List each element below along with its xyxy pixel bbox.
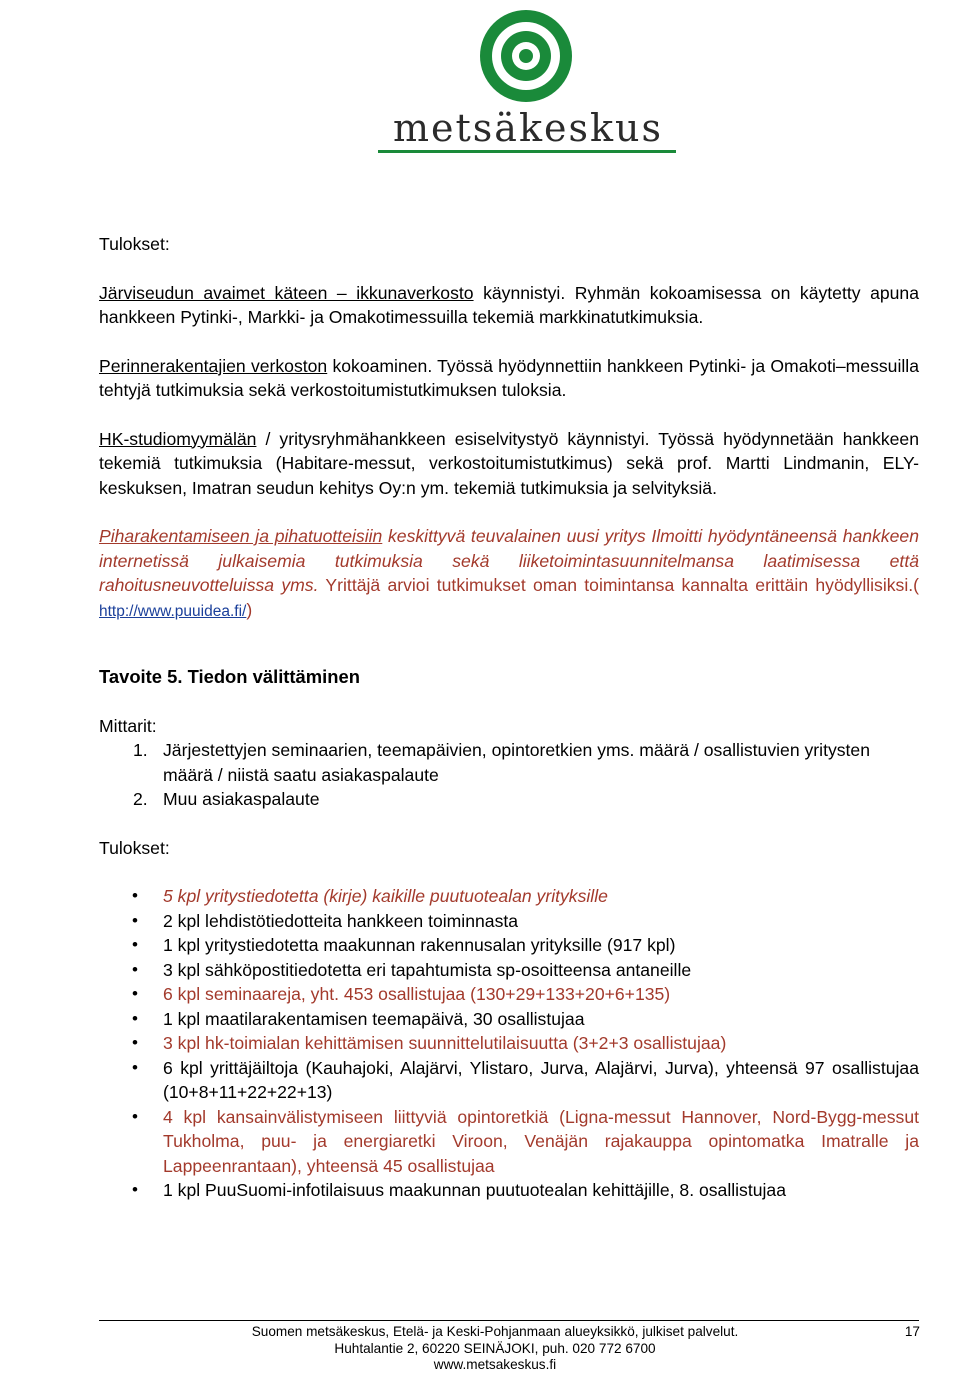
paragraph-piharakentaminen — [99, 524, 919, 624]
page-footer — [180, 1324, 810, 1374]
result-text: 6 kpl yrittäjäiltoja (Kauhajoki, Alajärvi, Ylistaro, Jurva, Alajärvi, Jurva), yhteensä 97 osallistujaa (10+8+11+22+22+13) — [163, 1057, 919, 1102]
result-text: 2 kpl lehdistötiedotteita hankkeen toiminnasta — [163, 910, 519, 931]
metric-item — [133, 738, 919, 787]
result-item — [132, 1056, 919, 1105]
paren-open: ( — [913, 575, 919, 595]
metric-item — [133, 787, 919, 812]
result-item — [132, 1007, 919, 1032]
result-text: 3 kpl sähköpostitiedotetta eri tapahtumista sp-osoitteensa antaneille — [163, 959, 692, 980]
bullet-icon: • — [132, 1057, 138, 1077]
footer-organization: Suomen metsäkeskus, Etelä- ja Keski-Pohjanmaan alueyksikkö, julkiset palvelut. — [251, 1324, 739, 1339]
bullet-icon: • — [132, 935, 138, 954]
result-item — [132, 1178, 919, 1203]
paragraph-ikkunaverkosto — [99, 281, 919, 330]
paragraph-italic-text: keskittyvä teuvalainen uusi yritys Ilmoitti hyödyntäneensä hankkeen internetissä julkaisemia tutkimuksia sekä liiketoimintasuunnitelmansa laatimisessa että rahoitusneuvotteluissa yms. — [99, 526, 919, 595]
result-item — [132, 1031, 919, 1056]
paragraph-text: / yritysryhmähankkeen esiselvitystyö käynnistyi. Työssä hyödynnetään hankkeen tekemiä tutkimuksia (Habitare-messut, verkostoitumistutkimus) sekä prof. Martti Lindmanin, ELY-keskuksen, Imatran seudun kehitys Oy:n ym. tekemiä tutkimuksia ja selvityksiä. — [99, 428, 919, 498]
paragraph-perinnerakentajat — [99, 354, 919, 403]
metrics-label: Mittarit: — [99, 715, 157, 736]
metric-text: Muu asiakaspalaute — [163, 789, 320, 809]
bullet-icon: • — [132, 1180, 138, 1199]
bullet-icon: • — [132, 1033, 138, 1052]
result-text: 4 kpl kansainvälistymiseen liittyviä opintoretkiä (Ligna-messut Hannover, Nord-Bygg-messut Tukholma, puu- ja energiaretki Viroon, Venäjän rajakauppa opintomatka Imatralle ja Lappeenrantaan), yhteensä 45 osallistujaa — [163, 1106, 919, 1176]
result-item — [132, 982, 919, 1007]
result-text: 1 kpl yritystiedotetta maakunnan rakennusalan yrityksille (917 kpl) — [163, 935, 676, 955]
bullet-icon: • — [132, 910, 138, 930]
result-text: 1 kpl PuuSuomi-infotilaisuus maakunnan puutuotealan kehittäjille, 8. osallistujaa — [163, 1180, 787, 1200]
footer-website[interactable]: www.metsakeskus.fi — [433, 1357, 557, 1372]
bullet-icon: • — [132, 886, 138, 905]
metric-text: Järjestettyjen seminaarien, teemapäivien, opintoretkien yms. määrä / osallistuvien yritysten määrä / niistä saatu asiakaspalaute — [163, 740, 871, 785]
metrics-list — [99, 738, 919, 812]
result-item — [132, 909, 919, 934]
result-item — [132, 933, 919, 958]
results-list — [99, 884, 919, 1203]
bullet-icon: • — [132, 959, 138, 979]
puuidea-url-link[interactable]: http://www.puuidea.fi/ — [99, 602, 247, 620]
bullet-icon: • — [132, 984, 138, 1003]
page-number: 17 — [904, 1324, 920, 1339]
result-text: 5 kpl yritystiedotetta (kirje) kaikille puutuotealan yrityksille — [163, 886, 608, 906]
result-item — [132, 884, 919, 909]
results-label-2: Tulokset: — [99, 837, 170, 858]
target-logo-icon — [376, 6, 680, 106]
paren-close: ) — [246, 599, 253, 620]
logo-wordmark: metsäkeskus — [393, 106, 663, 150]
metric-number: 1. — [133, 740, 148, 760]
result-item — [132, 1105, 919, 1179]
paragraph-normal-text: Yrittäjä arvioi tutkimukset oman toimintansa kannalta erittäin hyödyllisiksi. — [318, 575, 914, 595]
result-text: 6 kpl seminaareja, yht. 453 osallistujaa (130+29+133+20+6+135) — [163, 984, 671, 1004]
result-text: 3 kpl hk-toimialan kehittämisen suunnittelutilaisuutta (3+2+3 osallistujaa) — [163, 1033, 727, 1053]
link-perinnerakentajat[interactable]: Perinnerakentajien verkoston — [99, 355, 328, 376]
results-label-1: Tulokset: — [99, 234, 170, 254]
bullet-icon: • — [132, 1008, 138, 1028]
link-hk-studiomyymala[interactable]: HK-studiomyymälän — [99, 428, 257, 449]
paragraph-text: kokoaminen. Työssä hyödynnettiin hankkeen Pytinki- ja Omakoti–messuilla tehtyjä tutkimuksia sekä verkostoitumistutkimuksen tuloksia. — [99, 355, 919, 400]
bullet-icon: • — [132, 1106, 138, 1126]
footer-address: Huhtalantie 2, 60220 SEINÄJOKI, puh. 020 772 6700 — [334, 1340, 656, 1356]
footer-divider — [99, 1320, 919, 1321]
metric-number: 2. — [133, 789, 148, 809]
link-piharakentaminen[interactable]: Piharakentamiseen ja pihatuotteisiin — [99, 526, 383, 546]
section-heading-tavoite-5: Tavoite 5. Tiedon välittäminen — [99, 666, 360, 687]
paragraph-text: käynnistyi. Ryhmän kokoamisessa on käytetty apuna hankkeen Pytinki-, Markki- ja Omakotimessuilla tekemiä markkinatutkimuksia. — [99, 282, 919, 327]
logo-underline — [378, 150, 676, 153]
result-text: 1 kpl maatilarakentamisen teemapäivä, 30 osallistujaa — [163, 1008, 585, 1029]
paragraph-hk-studio — [99, 427, 919, 501]
metsakeskus-logo — [376, 6, 680, 156]
link-ikkunaverkosto[interactable]: Järviseudun avaimet käteen – ikkunaverkosto — [99, 282, 474, 303]
result-item — [132, 958, 919, 983]
main-content — [99, 232, 919, 1203]
